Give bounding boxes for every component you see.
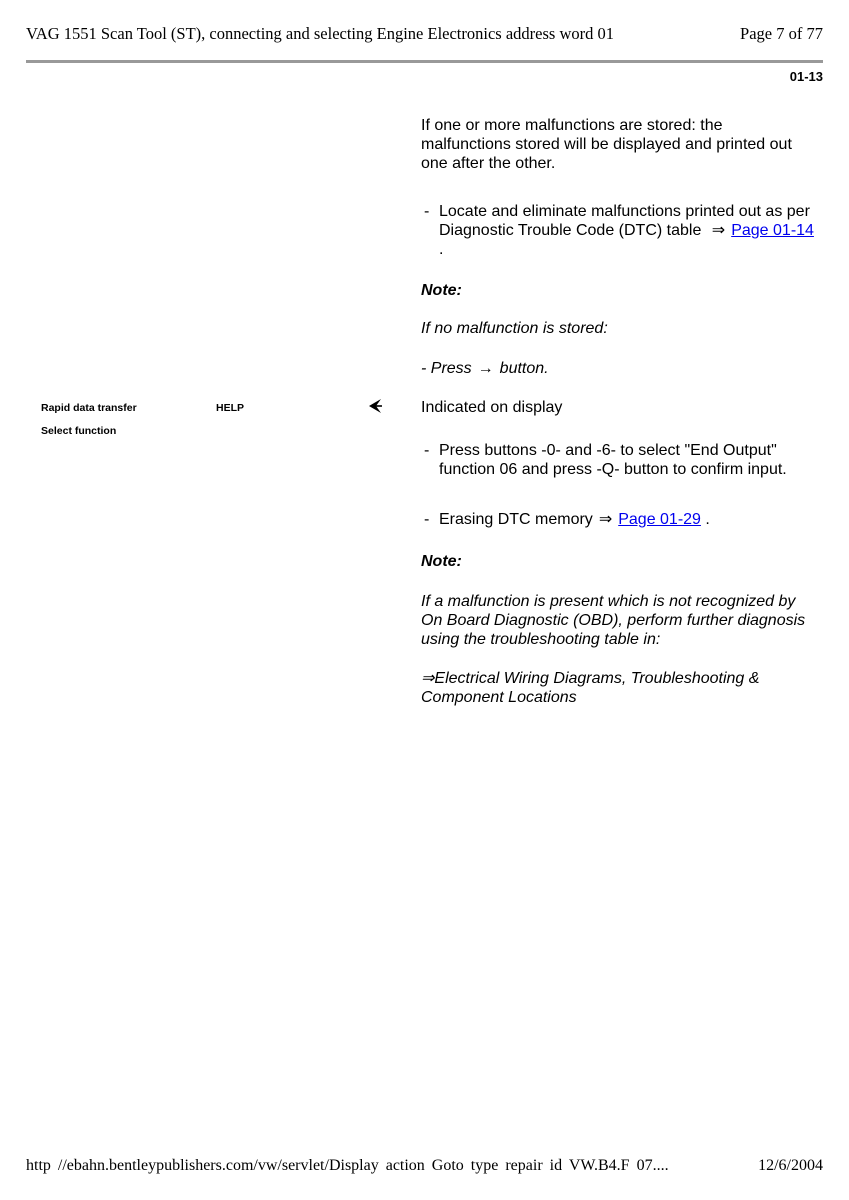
section-code: 01-13 [789,69,823,84]
bullet-text: Erasing DTC memory [439,511,593,528]
footer-url: http //ebahn.bentleypublishers.com/vw/servlet/Display action Goto type repair id VW.B4.F 07.... [26,1157,669,1174]
reference-arrow-icon: ⇒ [598,511,613,528]
display-line1-left: Rapid data transfer [41,402,137,414]
header-divider [26,60,823,63]
bullet-dash: - [424,442,430,459]
indicated-on-display: Indicated on display [421,399,563,416]
bullet-text: Press buttons -0- and -6- to select "End Output" function 06 and press -Q- button to confirm input. [439,442,787,478]
page-number: Page 7 of 77 [740,24,823,43]
wiring-diagrams-reference [421,669,816,707]
button-text: button. [499,360,549,377]
page-01-14-link[interactable]: Page 01-14 [731,222,814,239]
paragraph-malfunctions-stored: If one or more malfunctions are stored: the malfunctions stored will be displayed and printed out one after the other. [421,117,792,172]
period: . [439,241,444,258]
reference-text: Electrical Wiring Diagrams, Troubleshooting & Component Locations [421,670,760,706]
note-no-malfunction: If no malfunction is stored: [421,320,608,337]
footer-date: 12/6/2004 [758,1157,823,1174]
bullet-dash: - [424,511,430,528]
bullet-erasing-dtc [421,510,816,529]
note-press-button [421,359,816,378]
press-text: - Press [421,360,472,377]
display-line1-right: HELP [216,402,245,414]
note-title: Note: [421,282,462,299]
period: . [705,511,710,528]
bullet-end-output [421,441,816,479]
reference-arrow-icon: ⇒ [711,222,726,239]
page-01-29-link[interactable]: Page 01-29 [618,511,701,528]
right-arrow-icon: → [477,360,494,377]
note-title-2: Note: [421,553,462,570]
bullet-dash: - [424,203,430,220]
bullet-text: Locate and eliminate malfunctions printed out as per Diagnostic Trouble Code (DTC) table [439,203,810,239]
reference-arrow-icon: ⇒ [421,670,435,687]
document-title: VAG 1551 Scan Tool (ST), connecting and selecting Engine Electronics address word 01 [26,24,614,43]
display-line2: Select function [41,425,117,437]
pointer-arrow-icon [366,397,384,415]
note-obd-text: If a malfunction is present which is not recognized by On Board Diagnostic (OBD), perform further diagnosis using the troubleshooting table in: [421,593,806,648]
bullet-locate-malfunctions [421,202,816,259]
